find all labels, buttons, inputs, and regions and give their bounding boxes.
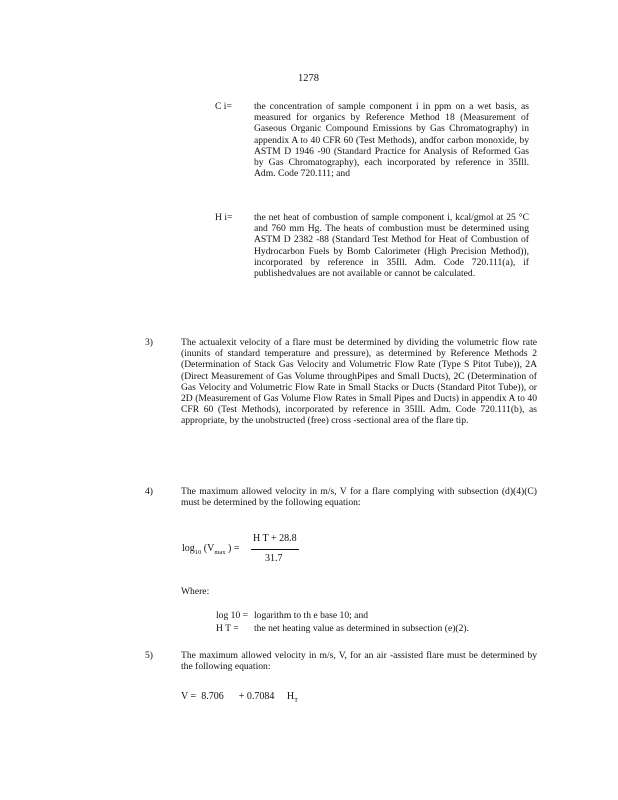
item-number: 5) <box>145 650 153 661</box>
equation-lhs-log: log <box>182 543 195 554</box>
equation-lhs-arg-sub: max <box>214 549 226 556</box>
where-term: log 10 = <box>216 610 249 621</box>
item-text: The actualexit velocity of a flare must be determined by dividing the volumetric flow rate (inunits of standard temperature and pressure), as determined by Reference Methods 2 (Determination of Stack Gas Velocity and Volumetric Flow Rate (Type S Pitot Tube)), 2A (Direct Measurement of Gas Volume throughPipes and Small Ducts), 2C (Determination of Gas Velocity and Volumetric Flow Rate in Small Stacks or Ducts (Standard Pitot Tube)), or 2D (Measurement of Gas Volume Flow Rates in Small Pipes and Ducts) in appendix A to 40 CFR 60 (Test Methods), incorporated by reference in 35Ill. Adm. Code 720.111(b), as appropriate, by the unobstructed (free) cross -sectional area of the flare tip. <box>181 337 537 427</box>
where-term: H T = <box>216 623 239 634</box>
equation-lhs-log-base: 10 <box>194 549 202 556</box>
equation-denominator: 31.7 <box>265 553 283 564</box>
equation2-constant: 8.706 <box>201 691 224 702</box>
item-text: The maximum allowed velocity in m/s, V, for an air -assisted flare must be determined by the following equation: <box>181 650 537 673</box>
equation-numerator: H T + 28.8 <box>253 533 297 544</box>
equation2-variable-sub: T <box>294 697 299 704</box>
equation-lhs <box>182 543 240 558</box>
definition-term: H i= <box>215 212 233 223</box>
item-text: The maximum allowed velocity in m/s, V for a flare complying with subsection (d)(4)(C) must be determined by the following equation: <box>181 486 537 509</box>
where-text: the net heating value as determined in subsection (e)(2). <box>254 623 469 634</box>
where-text: logarithm to th e base 10; and <box>254 610 369 621</box>
definition-text: the net heat of combustion of sample component i, kcal/gmol at 25 °C and 760 mm Hg. The heats of combustion must be determined using ASTM D 2382 -88 (Standard Test Method for Heat of Combustion of Hydrocarbon Fuels by Bomb Calorimeter (High Precision Method)), incorporated by reference in 35Ill. Adm. Code 720.111(a), if publishedvalues are not available or cannot be calculated. <box>254 212 529 280</box>
equation2-lhs: V = <box>181 691 197 702</box>
equation2-coefficient: + 0.7084 <box>238 691 275 702</box>
equation-lhs-arg: (V <box>203 543 215 554</box>
item-number: 4) <box>145 486 153 497</box>
definition-text: the concentration of sample component i in ppm on a wet basis, as measured for organics by Reference Method 18 (Measurement of Gaseous Organic Compound Emissions by Gas Chromatography) in appendix A to 40 CFR 60 (Test Methods), andfor carbon monoxide, by ASTM D 1946 -90 (Standard Practice for Analysis of Reformed Gas by Gas Chromatography), each incorporated by reference in 35Ill. Adm. Code 720.111; and <box>254 101 529 180</box>
where-label: Where: <box>181 586 210 597</box>
equation2-variable: H <box>286 691 295 702</box>
equation-velocity-air-assisted <box>181 691 298 706</box>
page-number: 1278 <box>298 73 319 84</box>
definition-term: C i= <box>215 101 232 112</box>
item-number: 3) <box>145 337 153 348</box>
fraction-bar <box>251 549 299 550</box>
equation-lhs-close: ) = <box>228 543 240 554</box>
